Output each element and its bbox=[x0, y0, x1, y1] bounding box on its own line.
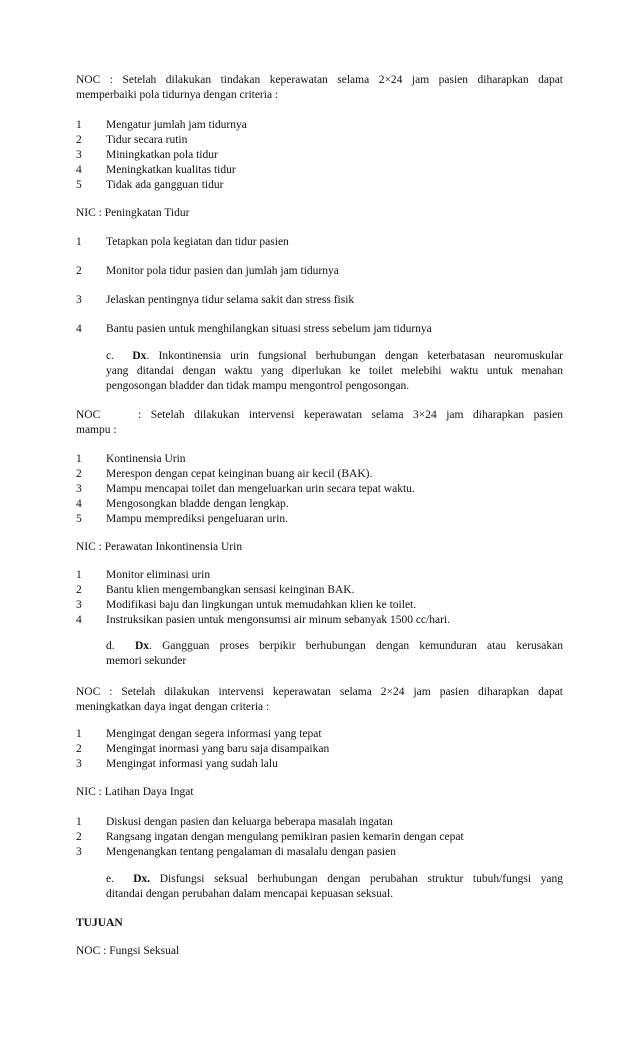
list-item: 5 Tidak ada gangguan tidur bbox=[76, 179, 224, 191]
noc1-line1: NOC : Setelah dilakukan tindakan keperawatan selama 2×24 jam pasien diharapkan dapat bbox=[76, 74, 563, 86]
list-item: 1 Mengingat dengan segera informasi yang tepat bbox=[76, 728, 322, 740]
list-item: 3 Miningkatkan pola tidur bbox=[76, 149, 218, 161]
list-item: 1 Diskusi dengan pasien dan keluarga beberapa masalah ingatan bbox=[76, 816, 393, 828]
list-item: 3 Mampu mencapai toilet dan mengeluarkan urin secara tepat waktu. bbox=[76, 483, 415, 495]
noc-label: NOC bbox=[76, 409, 101, 421]
noc-paragraph-2: NOC : Setelah dilakukan intervensi keperawatan selama 3×24 jam diharapkan pasien mampu : bbox=[76, 409, 563, 436]
list-item: 3 Jelaskan pentingnya tidur selama sakit dan stress fisik bbox=[76, 294, 355, 306]
dx-label: Dx. bbox=[133, 873, 151, 885]
list-item: 2 Monitor pola tidur pasien dan jumlah jam tidurnya bbox=[76, 265, 339, 277]
tujuan-heading: TUJUAN bbox=[76, 917, 123, 929]
list-item: 4 Mengosongkan bladde dengan lengkap. bbox=[76, 498, 289, 510]
list-item: 1 Monitor eliminasi urin bbox=[76, 569, 211, 581]
noc3-line1: NOC : Setelah dilakukan intervensi keperawatan selama 2×24 jam pasien diharapkan dapat bbox=[76, 686, 563, 698]
list-item: 3 Mengenangkan tentang pengalaman di masalalu dengan pasien bbox=[76, 846, 396, 858]
nic-heading-3: NIC : Latihan Daya Ingat bbox=[76, 786, 194, 798]
criteria-list-1 bbox=[76, 118, 563, 193]
noc3-line2: meningkatkan daya ingat dengan criteria : bbox=[76, 701, 270, 713]
list-item: 2 Bantu klien mengembangkan sensasi keinginan BAK. bbox=[76, 584, 355, 596]
nic-heading-1: NIC : Peningkatan Tidur bbox=[76, 207, 190, 219]
list-item: 5 Mampu memprediksi pengeluaran urin. bbox=[76, 513, 289, 525]
list-item: 4 Bantu pasien untuk menghilangkan situasi stress sebelum jam tidurnya bbox=[76, 323, 432, 335]
nic-heading-2: NIC : Perawatan Inkontinensia Urin bbox=[76, 541, 243, 553]
criteria-list-3 bbox=[76, 727, 563, 772]
dx-letter: d. bbox=[106, 640, 115, 652]
list-item: 1 Kontinensia Urin bbox=[76, 453, 186, 465]
list-item: 4 Meningkatkan kualitas tidur bbox=[76, 164, 236, 176]
list-item: 1 Mengatur jumlah jam tidurnya bbox=[76, 119, 247, 131]
dx-label: Dx bbox=[135, 640, 150, 652]
diagnosis-c: c. Dx. Inkontinensia urin fungsional berhubungan dengan keterbatasan neuromuskular yang ditandai dengan waktu yang diperlukan ke toilet melebihi waktu untuk menahan pengosongan bladder dan tidak mampu mengontrol pengosongan. bbox=[106, 350, 564, 392]
list-item: 2 Tidur secara rutin bbox=[76, 134, 188, 146]
criteria-list-2 bbox=[76, 452, 563, 527]
list-item: 2 Mengingat inormasi yang baru saja disampaikan bbox=[76, 743, 330, 755]
list-item: 3 Modifikasi baju dan lingkungan untuk memudahkan klien ke toilet. bbox=[76, 599, 417, 611]
dx-label: Dx bbox=[132, 350, 147, 362]
noc-heading-4: NOC : Fungsi Seksual bbox=[76, 945, 180, 957]
noc1-line2: memperbaiki pola tidurnya dengan criteria : bbox=[76, 89, 279, 101]
list-item: 1 Tetapkan pola kegiatan dan tidur pasien bbox=[76, 236, 289, 248]
nic-list-1 bbox=[76, 235, 563, 337]
nic-list-2 bbox=[76, 568, 563, 628]
noc-paragraph-1 bbox=[76, 73, 563, 103]
nic-list-3 bbox=[76, 815, 563, 860]
list-item: 3 Mengingat informasi yang sudah lalu bbox=[76, 758, 278, 770]
noc-paragraph-3 bbox=[76, 685, 563, 715]
dx-letter: c. bbox=[106, 350, 114, 362]
dx-letter: e. bbox=[106, 873, 114, 885]
list-item: 4 Instruksikan pasien untuk mengonsumsi air minum sebanyak 1500 cc/hari. bbox=[76, 614, 450, 626]
diagnosis-e: e. Dx. Disfungsi seksual berhubungan dengan perubahan struktur tubuh/fungsi yang ditandai dengan perubahan dalam mencapai kepuasan seksual. bbox=[106, 873, 563, 900]
diagnosis-d: d. Dx. Gangguan proses berpikir berhubungan dengan kemunduran atau kerusakan memori sekunder bbox=[106, 640, 563, 667]
list-item: 2 Merespon dengan cepat keinginan buang air kecil (BAK). bbox=[76, 468, 373, 480]
list-item: 2 Rangsang ingatan dengan mengulang pemikiran pasien kemarin dengan cepat bbox=[76, 831, 464, 843]
